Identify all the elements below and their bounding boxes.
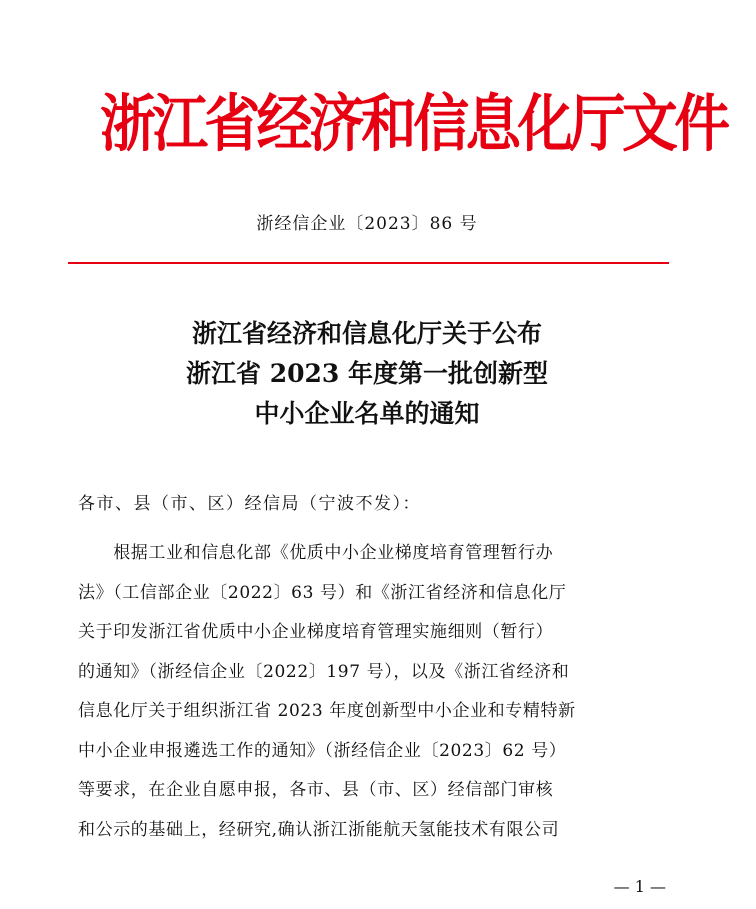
body-line: 的通知》（浙经信企业〔2022〕197 号），以及《浙江省经济和 — [78, 661, 570, 682]
body-line: 信息化厅关于组织浙江省 2023 年度创新型中小企业和专精特新 — [78, 701, 576, 721]
body-line: 和公示的基础上，经研究,确认浙江浙能航天氢能技术有限公司 — [78, 819, 560, 840]
body-line: 法》（工信部企业〔2022〕63 号）和《浙江省经济和信息化厅 — [78, 582, 567, 603]
document-masthead: 浙江省经济和信息化厅文件 — [100, 87, 727, 160]
page-number: — 1 — — [613, 877, 666, 896]
body-line: 关于印发浙江省优质中小企业梯度培育管理实施细则（暂行） — [78, 622, 554, 642]
body-line: 等要求，在企业自愿申报，各市、县（市、区）经信部门审核 — [78, 780, 554, 800]
notice-title-line: 中小企业名单的通知 — [254, 399, 480, 428]
body-line: 根据工业和信息化部《优质中小企业梯度培育管理暂行办 — [78, 543, 554, 563]
notice-title-line: 浙江省 2023 年度第一批创新型 — [186, 359, 548, 388]
notice-title — [0, 314, 734, 434]
red-divider-line — [68, 262, 669, 264]
document-number: 浙经信企业〔2023〕86 号 — [256, 214, 478, 234]
salutation: 各市、县（市、区）经信局（宁波不发）： — [78, 494, 421, 514]
notice-title-line: 浙江省经济和信息化厅关于公布 — [191, 319, 542, 348]
body-line: 中小企业申报遴选工作的通知》（浙经信企业〔2023〕62 号） — [78, 740, 567, 761]
body-paragraph — [78, 534, 678, 850]
